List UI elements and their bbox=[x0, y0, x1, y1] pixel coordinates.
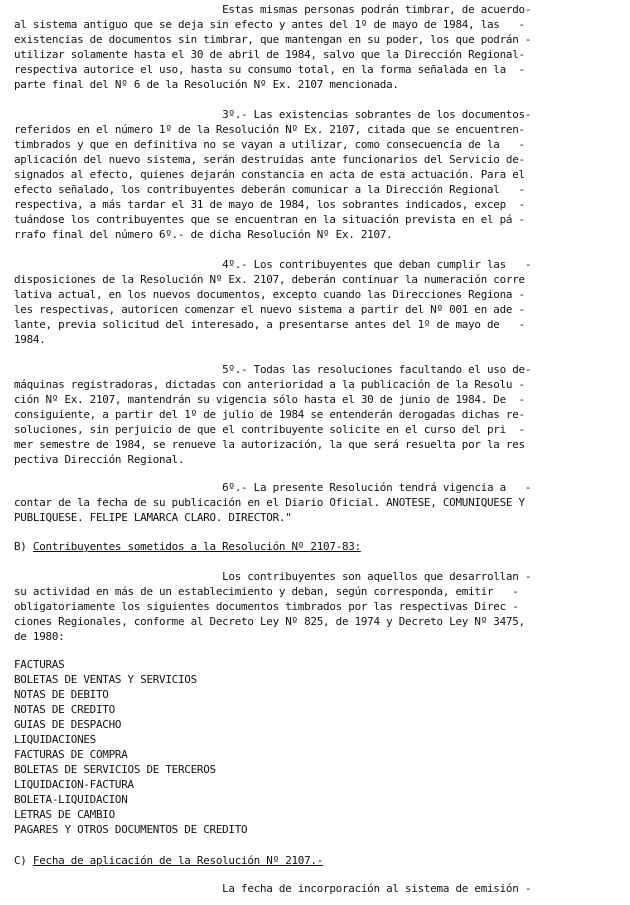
text-line: ción Nº Ex. 2107, mantendrán su vigencia sólo hasta el 30 de junio de 1984. De - bbox=[14, 393, 525, 406]
text-line: existencias de documentos sin timbrar, que mantengan en su poder, los que podrán - bbox=[14, 33, 532, 46]
text-line: Los contribuyentes son aquellos que desarrollan - bbox=[14, 570, 532, 583]
text-line: rrafo final del número 6º.- de dicha Resolución Nº Ex. 2107. bbox=[14, 228, 393, 241]
text-line: mer semestre de 1984, se renueve la autorización, la que será resuelta por la res bbox=[14, 438, 525, 451]
text-line: utilizar solamente hasta el 30 de abril de 1984, salvo que la Dirección Regional- bbox=[14, 48, 525, 61]
text-line: obligatoriamente los siguientes documentos timbrados por las respectivas Direc - bbox=[14, 600, 519, 613]
text-line: La fecha de incorporación al sistema de emisión - bbox=[14, 882, 532, 895]
text-line: efecto señalado, los contribuyentes deberán comunicar a la Dirección Regional - bbox=[14, 183, 525, 196]
text-line: soluciones, sin perjuicio de que el contribuyente solicite en el curso del pri - bbox=[14, 423, 525, 436]
list-item: FACTURAS DE COMPRA bbox=[14, 748, 128, 761]
list-item: BOLETAS DE VENTAS Y SERVICIOS bbox=[14, 673, 197, 686]
text-line: parte final del Nº 6 de la Resolución Nº Ex. 2107 mencionada. bbox=[14, 78, 399, 91]
text-line: tuándose los contribuyentes que se encuentran en la situación prevista en el pá - bbox=[14, 213, 525, 226]
text-line: signados al efecto, quienes dejarán constancia en acta de esta actuación. Para el bbox=[14, 168, 525, 181]
section-marker: C) bbox=[14, 854, 33, 867]
list-item: NOTAS DE CREDITO bbox=[14, 703, 115, 716]
text-line: lativa actual, en los nuevos documentos, excepto cuando las Direcciones Regiona - bbox=[14, 288, 525, 301]
list-item: BOLETAS DE SERVICIOS DE TERCEROS bbox=[14, 763, 216, 776]
text-line: ciones Regionales, conforme al Decreto Ley Nº 825, de 1974 y Decreto Ley Nº 3475, bbox=[14, 615, 525, 628]
section-c-heading bbox=[14, 853, 323, 868]
text-line: respectiva autorice el uso, hasta su consumo total, en la forma señalada en la - bbox=[14, 63, 525, 76]
text-line: aplicación del nuevo sistema, serán destruidas ante funcionarios del Servicio de- bbox=[14, 153, 525, 166]
list-item: LIQUIDACION-FACTURA bbox=[14, 778, 134, 791]
section-title: Fecha de aplicación de la Resolución Nº 2107.- bbox=[32, 854, 324, 867]
text-line: 3º.- Las existencias sobrantes de los documentos- bbox=[14, 108, 532, 121]
text-line: 5º.- Todas las resoluciones facultando el uso de- bbox=[14, 363, 532, 376]
text-line: Estas mismas personas podrán timbrar, de acuerdo- bbox=[14, 3, 532, 16]
list-item: LETRAS DE CAMBIO bbox=[14, 808, 115, 821]
text-line: de 1980: bbox=[14, 630, 65, 643]
list-item: PAGARES Y OTROS DOCUMENTOS DE CREDITO bbox=[14, 823, 248, 836]
text-line: 6º.- La presente Resolución tendrá vigencia a - bbox=[14, 481, 532, 494]
text-line: 1984. bbox=[14, 333, 46, 346]
section-title: Contribuyentes sometidos a la Resolución Nº 2107-83: bbox=[32, 540, 361, 553]
list-item: NOTAS DE DEBITO bbox=[14, 688, 109, 701]
text-line: su actividad en más de un establecimiento y deban, según corresponda, emitir - bbox=[14, 585, 519, 598]
text-line: pectiva Dirección Regional. bbox=[14, 453, 185, 466]
text-line: máquinas registradoras, dictadas con anterioridad a la publicación de la Resolu - bbox=[14, 378, 525, 391]
section-marker: B) bbox=[14, 540, 33, 553]
list-item: BOLETA-LIQUIDACION bbox=[14, 793, 128, 806]
list-item: FACTURAS bbox=[14, 658, 65, 671]
text-line: contar de la fecha de su publicación en el Diario Oficial. ANOTESE, COMUNIQUESE Y bbox=[14, 496, 525, 509]
text-line: respectiva, a más tardar el 31 de mayo de 1984, los sobrantes indicados, excep - bbox=[14, 198, 525, 211]
text-line: lante, previa solicitud del interesado, a presentarse antes del 1º de mayo de - bbox=[14, 318, 525, 331]
list-item: LIQUIDACIONES bbox=[14, 733, 96, 746]
text-line: 4º.- Los contribuyentes que deban cumplir las - bbox=[14, 258, 532, 271]
text-line: PUBLIQUESE. FELIPE LAMARCA CLARO. DIRECTOR." bbox=[14, 511, 292, 524]
text-line: al sistema antiguo que se deja sin efecto y antes del 1º de mayo de 1984, las - bbox=[14, 18, 525, 31]
text-line: timbrados y que en definitiva no se vayan a utilizar, como consecuencia de la - bbox=[14, 138, 525, 151]
section-b-heading bbox=[14, 539, 361, 554]
text-line: referidos en el número 1º de la Resolución Nº Ex. 2107, citada que se encuentren- bbox=[14, 123, 525, 136]
list-item: GUIAS DE DESPACHO bbox=[14, 718, 122, 731]
text-line: consiguiente, a partir del 1º de julio de 1984 se entenderán derogadas dichas re- bbox=[14, 408, 525, 421]
text-line: les respectivas, autoricen comenzar el nuevo sistema a partir del Nº 001 en ade - bbox=[14, 303, 525, 316]
text-line: disposiciones de la Resolución Nº Ex. 2107, deberán continuar la numeración corre bbox=[14, 273, 525, 286]
